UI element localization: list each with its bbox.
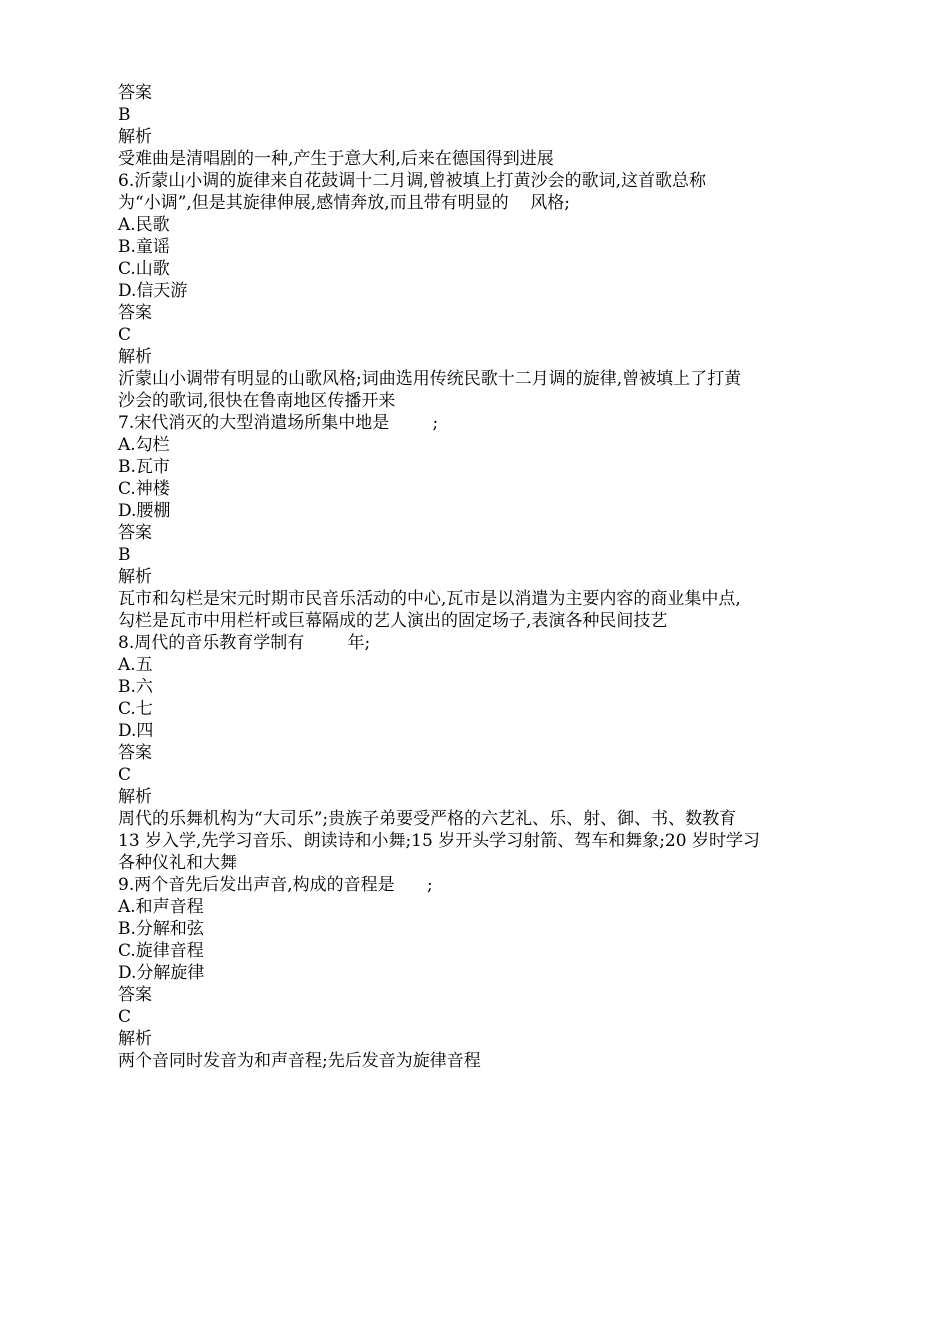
question-6-option-b: B.童谣 xyxy=(118,237,170,257)
analysis-label: 解析 xyxy=(118,567,152,587)
answer-value: B xyxy=(118,105,131,125)
question-6-option-c: C.山歌 xyxy=(118,259,170,279)
analysis-text: 受难曲是清唱剧的一种,产生于意大利,后来在德国得到进展 xyxy=(118,149,554,169)
question-9-option-c: C.旋律音程 xyxy=(118,941,204,961)
analysis-label: 解析 xyxy=(118,127,152,147)
question-6-option-d: D.信天游 xyxy=(118,281,188,301)
question-9-option-d: D.分解旋律 xyxy=(118,963,205,983)
analysis-text: 瓦市和勾栏是宋元时期市民音乐活动的中心,瓦市是以消遣为主要内容的商业集中点, xyxy=(118,589,741,609)
document-page xyxy=(118,82,838,1072)
question-7-option-c: C.神楼 xyxy=(118,479,170,499)
answer-value: B xyxy=(118,545,131,565)
answer-label: 答案 xyxy=(118,985,152,1005)
question-9-option-a: A.和声音程 xyxy=(118,897,204,917)
analysis-text-continued: 沙会的歌词,很快在鲁南地区传播开来 xyxy=(118,391,396,411)
question-8-option-b: B.六 xyxy=(118,677,153,697)
question-8-option-c: C.七 xyxy=(118,699,153,719)
question-8-text: 8.周代的音乐教育学制有 年; xyxy=(118,633,371,653)
answer-value: C xyxy=(118,325,132,345)
question-7-option-d: D.腰棚 xyxy=(118,501,171,521)
analysis-text-continued: 勾栏是瓦市中用栏杆或巨幕隔成的艺人演出的固定场子,表演各种民间技艺 xyxy=(118,611,668,631)
answer-label: 答案 xyxy=(118,743,152,763)
answer-value: C xyxy=(118,765,132,785)
analysis-text: 沂蒙山小调带有明显的山歌风格;词曲选用传统民歌十二月调的旋律,曾被填上了打黄 xyxy=(118,369,742,389)
analysis-label: 解析 xyxy=(118,787,152,807)
question-8-option-d: D.四 xyxy=(118,721,154,741)
analysis-text-continued: 各种仪礼和大舞 xyxy=(118,853,237,873)
analysis-text: 两个音同时发音为和声音程;先后发音为旋律音程 xyxy=(118,1051,481,1071)
question-7-option-a: A.勾栏 xyxy=(118,435,170,455)
answer-label: 答案 xyxy=(118,83,152,103)
question-9-text: 9.两个音先后发出声音,构成的音程是 ; xyxy=(118,875,433,895)
answer-value: C xyxy=(118,1007,132,1027)
question-7-option-b: B.瓦市 xyxy=(118,457,170,477)
question-7-text: 7.宋代消灭的大型消遣场所集中地是 ; xyxy=(118,413,439,433)
question-8-option-a: A.五 xyxy=(118,655,153,675)
question-6-text: 6.沂蒙山小调的旋律来自花鼓调十二月调,曾被填上打黄沙会的歌词,这首歌总称 xyxy=(118,171,707,191)
analysis-text-continued: 13 岁入学,先学习音乐、朗读诗和小舞;15 岁开头学习射箭、驾车和舞象;20 岁时学习 xyxy=(118,831,760,851)
answer-label: 答案 xyxy=(118,523,152,543)
analysis-label: 解析 xyxy=(118,347,152,367)
question-6-text-continued: 为“小调”,但是其旋律伸展,感情奔放,而且带有明显的 风格; xyxy=(118,193,570,213)
analysis-label: 解析 xyxy=(118,1029,152,1049)
question-6-option-a: A.民歌 xyxy=(118,215,170,235)
question-9-option-b: B.分解和弦 xyxy=(118,919,204,939)
answer-label: 答案 xyxy=(118,303,152,323)
analysis-text: 周代的乐舞机构为“大司乐”;贵族子弟要受严格的六艺礼、乐、射、御、书、数教育 xyxy=(118,809,737,829)
